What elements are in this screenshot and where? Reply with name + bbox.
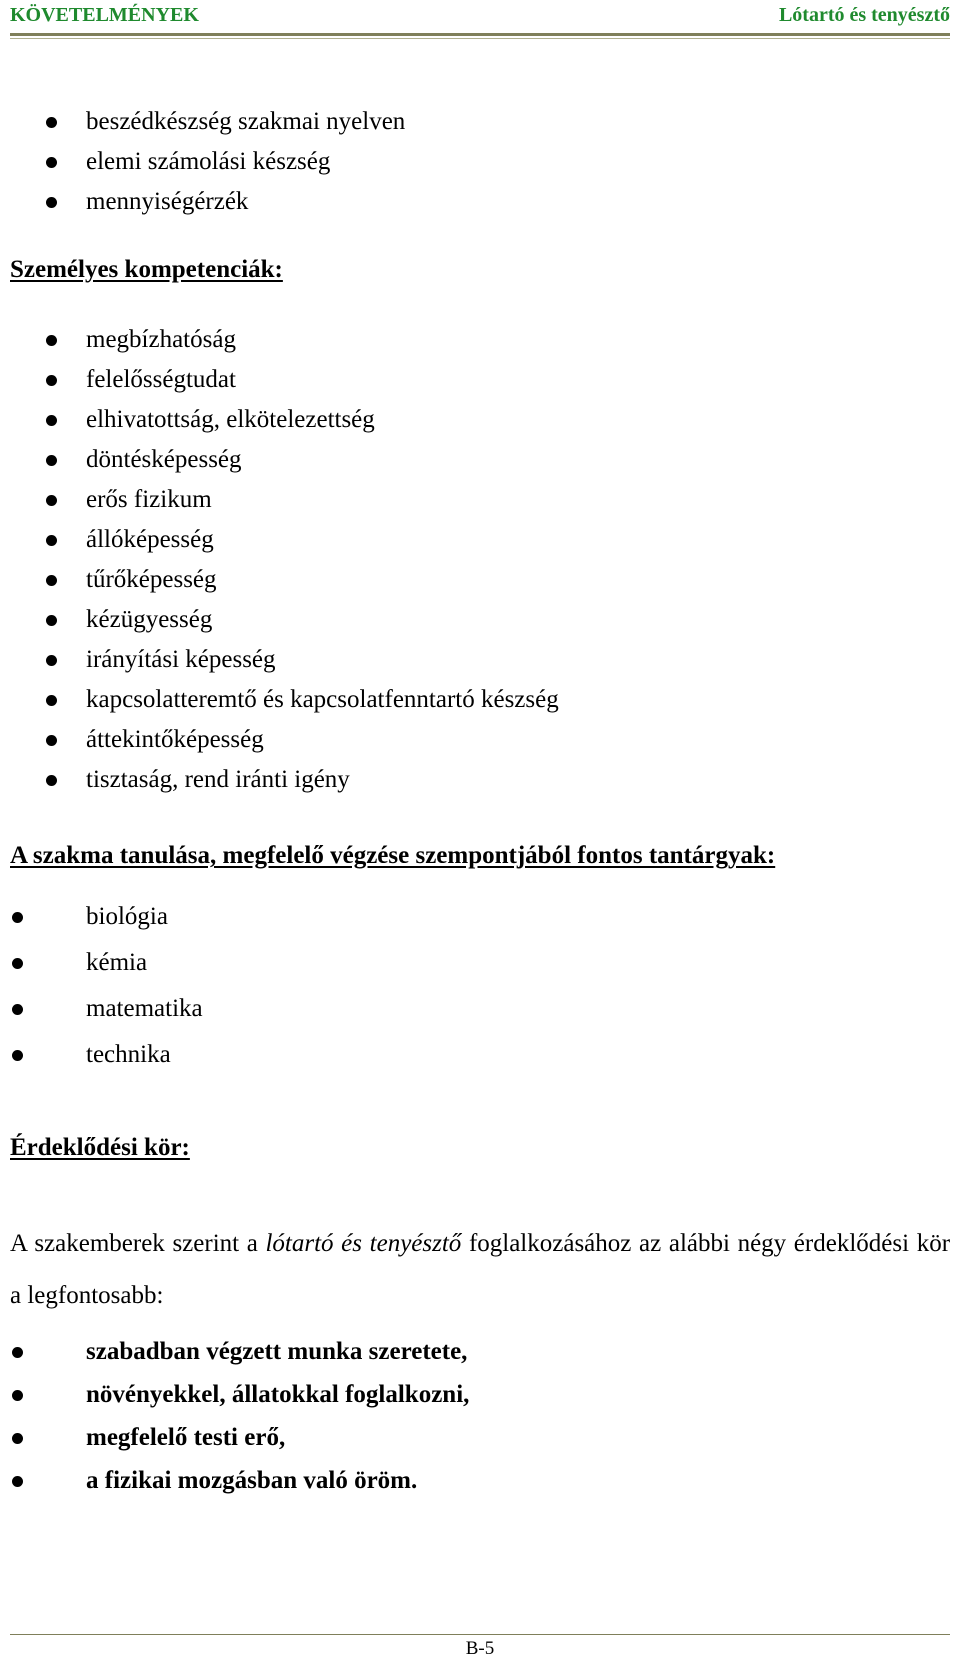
list-item — [10, 560, 559, 600]
list-item-text: felelősségtudat — [86, 366, 236, 393]
interest-paragraph-text-2: foglalkozásához az alábbi négy érdeklődési kör a legfontosabb: — [10, 1230, 951, 1309]
list-item — [10, 680, 559, 720]
header-section-title: KÖVETELMÉNYEK — [10, 4, 199, 26]
list-item-text: döntésképesség — [86, 446, 242, 473]
bullet-icon — [46, 655, 57, 666]
subjects-heading: A szakma tanulása, megfelelő végzése szempontjából fontos tantárgyak: — [10, 842, 776, 869]
list-item — [10, 640, 559, 680]
list-item-text: megbízhatóság — [86, 326, 236, 353]
list-item — [10, 440, 559, 480]
subjects-list — [10, 894, 203, 1078]
bullet-icon — [46, 575, 57, 586]
list-item-text: mennyiségérzék — [86, 188, 249, 215]
bullet-icon — [12, 958, 23, 969]
bullet-icon — [12, 1433, 23, 1444]
bullet-icon — [46, 197, 57, 208]
list-item-text: tűrőképesség — [86, 566, 217, 593]
header-divider-thin — [10, 38, 950, 39]
bullet-icon — [46, 375, 57, 386]
list-item-text: állóképesség — [86, 526, 214, 553]
bullet-icon — [46, 535, 57, 546]
personal-competencies-list — [10, 320, 559, 800]
bullet-icon — [46, 455, 57, 466]
list-item-text: a fizikai mozgásban való öröm. — [86, 1467, 418, 1494]
list-item — [10, 182, 405, 222]
list-item — [10, 940, 203, 986]
list-item — [10, 720, 559, 760]
bullet-icon — [46, 695, 57, 706]
footer-divider — [10, 1634, 950, 1635]
page-header — [10, 0, 950, 34]
list-item-text: megfelelő testi erő, — [86, 1424, 286, 1451]
list-item-text: technika — [86, 1041, 171, 1068]
list-item-text: erős fizikum — [86, 486, 212, 513]
list-item — [10, 986, 203, 1032]
bullet-icon — [12, 1347, 23, 1358]
bullet-icon — [46, 495, 57, 506]
bullet-icon — [46, 615, 57, 626]
list-item — [10, 1416, 469, 1459]
bullet-icon — [46, 157, 57, 168]
interest-paragraph-occupation: lótartó és tenyésztő — [265, 1230, 462, 1257]
list-item — [10, 1330, 469, 1373]
interest-list — [10, 1330, 469, 1502]
list-item-text: kézügyesség — [86, 606, 213, 633]
list-item — [10, 520, 559, 560]
page-number: B-5 — [465, 1638, 495, 1659]
list-item-text: beszédkészség szakmai nyelven — [86, 108, 406, 135]
list-item — [10, 480, 559, 520]
list-item-text: tisztaság, rend iránti igény — [86, 766, 350, 793]
interest-heading: Érdeklődési kör: — [10, 1134, 190, 1161]
list-item — [10, 142, 405, 182]
list-item — [10, 400, 559, 440]
list-item — [10, 894, 203, 940]
bullet-icon — [46, 117, 57, 128]
list-item — [10, 320, 559, 360]
interest-paragraph — [10, 1218, 950, 1322]
list-item-text: biológia — [86, 903, 168, 930]
list-item — [10, 1373, 469, 1416]
list-item — [10, 1459, 469, 1502]
list-item — [10, 600, 559, 640]
list-item-text: irányítási képesség — [86, 646, 276, 673]
list-item-text: elemi számolási készség — [86, 148, 331, 175]
list-item — [10, 102, 405, 142]
list-item — [10, 1032, 203, 1078]
bullet-icon — [12, 1050, 23, 1061]
list-item — [10, 360, 559, 400]
list-item-text: kapcsolatteremtő és kapcsolatfenntartó készség — [86, 686, 559, 713]
list-item-text: kémia — [86, 949, 148, 976]
list-item-text: növényekkel, állatokkal foglalkozni, — [86, 1381, 470, 1408]
bullet-icon — [46, 335, 57, 346]
bullet-icon — [12, 1390, 23, 1401]
bullet-icon — [12, 1004, 23, 1015]
bullet-icon — [46, 735, 57, 746]
list-item-text: szabadban végzett munka szeretete, — [86, 1338, 468, 1365]
list-item-text: elhivatottság, elkötelezettség — [86, 406, 375, 433]
list-item-text: áttekintőképesség — [86, 726, 264, 753]
list-item — [10, 760, 559, 800]
bullet-icon — [12, 1476, 23, 1487]
bullet-icon — [46, 415, 57, 426]
interest-paragraph-text-1: A szakemberek szerint a — [10, 1230, 266, 1257]
bullet-icon — [46, 775, 57, 786]
bullet-icon — [12, 912, 23, 923]
personal-competencies-heading: Személyes kompetenciák: — [10, 256, 283, 283]
header-document-title: Lótartó és tenyésztő — [778, 4, 950, 26]
list-item-text: matematika — [86, 995, 203, 1022]
skills-list — [10, 102, 405, 222]
header-divider — [10, 33, 950, 36]
